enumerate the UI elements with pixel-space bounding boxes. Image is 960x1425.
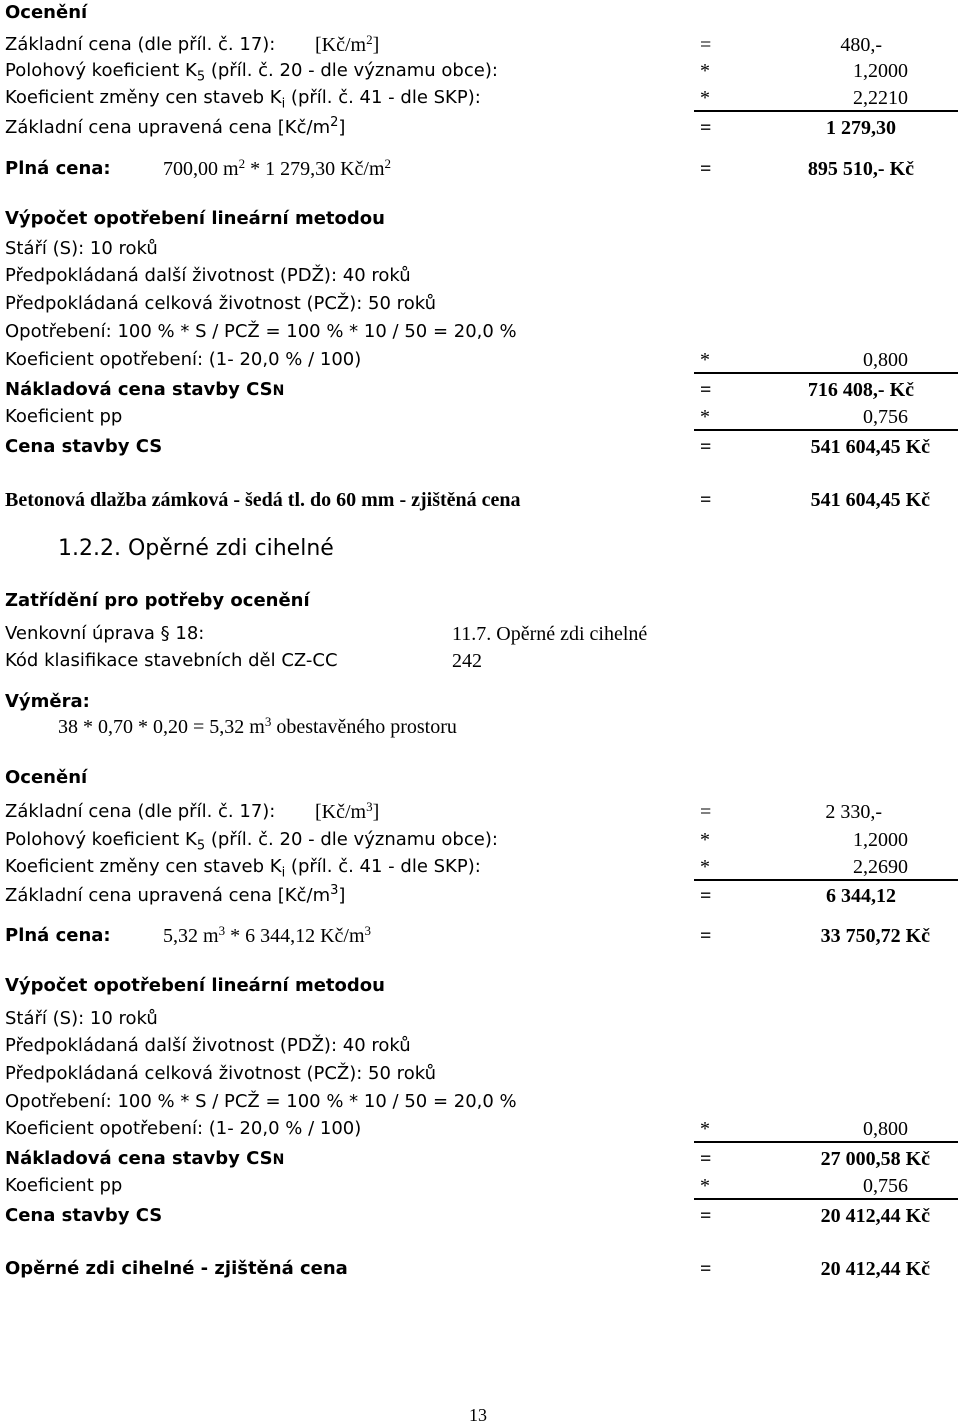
result-value: 541 604,45 Kč <box>810 489 930 511</box>
adjusted-price-label-2: Základní cena upravená cena $[Kč/m^3]$ <box>5 883 346 906</box>
remaining-life-line-2: Předpokládaná další životnost (PDŽ): 40 roků <box>5 1035 411 1056</box>
underline <box>694 1198 958 1200</box>
total-life-line: Předpokládaná celková životnost (PCŽ): 50 roků <box>5 293 436 314</box>
adjusted-price-op: = <box>700 117 712 139</box>
position-coef-value: 1,2000 <box>853 60 908 82</box>
position-coef-label: Polohový koeficient $K_5$ (příl. č. 20 - dle významu obce): <box>5 60 498 85</box>
full-price-label: Plná cena: <box>5 158 111 179</box>
position-coef-label-2: Polohový koeficient $K_5$ (příl. č. 20 - dle významu obce): <box>5 829 498 854</box>
base-price-row <box>5 32 380 57</box>
change-coef-op-2: * <box>700 856 710 878</box>
base-price-value: 480,- <box>840 34 882 56</box>
depreciation-title: Výpočet opotřebení lineární metodou <box>5 208 385 229</box>
section-heading: 1.2.2. Opěrné zdi cihelné <box>58 536 334 561</box>
position-coef-op: * <box>700 60 710 82</box>
building-price-value: 541 604,45 Kč <box>810 436 930 458</box>
building-price-label-2: Cena stavby CS <box>5 1205 163 1226</box>
position-coef-op-2: * <box>700 829 710 851</box>
base-price-unit: $[Kč/m^2]$ <box>315 32 380 56</box>
full-price-formula: 700,00 $m^2 * 1$ 279,30 $Kč/m^2$ <box>163 156 391 180</box>
age-line-2: Stáří (S): 10 roků <box>5 1008 158 1029</box>
full-price-label-2: Plná cena: <box>5 925 111 946</box>
full-price-formula-2: 5,32 $m^3 * 6$ 344,12 $Kč/m^3$ <box>163 923 371 947</box>
wear-coef-op: * <box>700 349 710 371</box>
underline <box>694 429 958 431</box>
measure-formula: 38 * 0,70 * 0,20 = 5,32 $m^3$ obestavěného prostoru <box>58 714 457 738</box>
result-value-2: 20 412,44 Kč <box>820 1258 930 1280</box>
result-label-2: Opěrné zdi cihelné - zjištěná cena <box>5 1258 348 1279</box>
section-title-oceneni-2: Ocenění <box>5 767 88 788</box>
adjusted-price-op-2: = <box>700 885 712 907</box>
wear-line: Opotřebení: 100 % * S / PCŽ = 100 % * 10 / 50 = 20,0 % <box>5 321 517 342</box>
underline <box>694 110 958 112</box>
pp-coef-op-2: * <box>700 1175 710 1197</box>
result-op: = <box>700 489 712 511</box>
building-price-op: = <box>700 436 712 458</box>
outdoor-value: 11.7. Opěrné zdi cihelné <box>452 623 648 645</box>
result-op-2: = <box>700 1258 712 1280</box>
cost-price-op-2: = <box>700 1148 712 1170</box>
remaining-life-line: Předpokládaná další životnost (PDŽ): 40 roků <box>5 265 411 286</box>
measure-title: Výměra: <box>5 691 90 712</box>
base-price-op-2: = <box>700 801 712 823</box>
wear-coef-label: Koeficient opotřebení: (1- 20,0 % / 100) <box>5 349 362 370</box>
cost-price-label: Nákladová cena stavby CSN <box>5 379 285 400</box>
full-price-value-2: 33 750,72 Kč <box>820 925 930 947</box>
total-life-line-2: Předpokládaná celková životnost (PCŽ): 50 roků <box>5 1063 436 1084</box>
change-coef-op: * <box>700 87 710 109</box>
page-number: 13 <box>469 1405 487 1425</box>
outdoor-label: Venkovní úprava § 18: <box>5 623 205 644</box>
pp-coef-label-2: Koeficient pp <box>5 1175 123 1196</box>
depreciation-title-2: Výpočet opotřebení lineární metodou <box>5 975 385 996</box>
pp-coef-op: * <box>700 406 710 428</box>
building-price-label: Cena stavby CS <box>5 436 163 457</box>
building-price-op-2: = <box>700 1205 712 1227</box>
classification-title: Zatřídění pro potřeby ocenění <box>5 590 310 611</box>
age-line: Stáří (S): 10 roků <box>5 238 158 259</box>
underline <box>694 879 958 881</box>
base-price-label: Základní cena (dle příl. č. 17): <box>5 34 276 55</box>
cost-price-value: 716 408,- Kč <box>807 379 914 401</box>
adjusted-price-value: 1 279,30 <box>826 117 896 139</box>
change-coef-label-2: Koeficient změny cen staveb $K_i$ (příl. č. 41 - dle SKP): <box>5 856 481 881</box>
change-coef-label: Koeficient změny cen staveb $K_i$ (příl. č. 41 - dle SKP): <box>5 87 481 112</box>
pp-coef-label: Koeficient pp <box>5 406 123 427</box>
result-label: Betonová dlažba zámková - šedá tl. do 60 mm - zjištěná cena <box>5 489 521 511</box>
adjusted-price-label: Základní cena upravená cena $[Kč/m^2]$ <box>5 115 346 138</box>
section-title-oceneni: Ocenění <box>5 2 88 23</box>
wear-line-2: Opotřebení: 100 % * S / PCŽ = 100 % * 10 / 50 = 20,0 % <box>5 1091 517 1112</box>
change-coef-value: 2,2210 <box>853 87 908 109</box>
code-label: Kód klasifikace stavebních děl CZ-CC <box>5 650 338 671</box>
wear-coef-value-2: 0,800 <box>863 1118 908 1140</box>
pp-coef-value: 0,756 <box>863 406 908 428</box>
base-price-value-2: 2 330,- <box>825 801 882 823</box>
base-price-row-2 <box>5 799 380 824</box>
wear-coef-label-2: Koeficient opotřebení: (1- 20,0 % / 100) <box>5 1118 362 1139</box>
base-price-op: = <box>700 34 712 56</box>
adjusted-price-value-2: 6 344,12 <box>826 885 896 907</box>
change-coef-value-2: 2,2690 <box>853 856 908 878</box>
base-price-label-2: Základní cena (dle příl. č. 17): <box>5 801 276 822</box>
full-price-value: 895 510,- Kč <box>807 158 914 180</box>
full-price-op: = <box>700 158 712 180</box>
full-price-op-2: = <box>700 925 712 947</box>
pp-coef-value-2: 0,756 <box>863 1175 908 1197</box>
cost-price-op: = <box>700 379 712 401</box>
position-coef-value-2: 1,2000 <box>853 829 908 851</box>
base-price-unit-2: $[Kč/m^3]$ <box>315 799 380 823</box>
underline <box>694 1141 958 1143</box>
wear-coef-op-2: * <box>700 1118 710 1140</box>
code-value: 242 <box>452 650 482 672</box>
building-price-value-2: 20 412,44 Kč <box>820 1205 930 1227</box>
cost-price-label-2: Nákladová cena stavby CSN <box>5 1148 285 1169</box>
underline <box>694 372 958 374</box>
wear-coef-value: 0,800 <box>863 349 908 371</box>
cost-price-value-2: 27 000,58 Kč <box>820 1148 930 1170</box>
